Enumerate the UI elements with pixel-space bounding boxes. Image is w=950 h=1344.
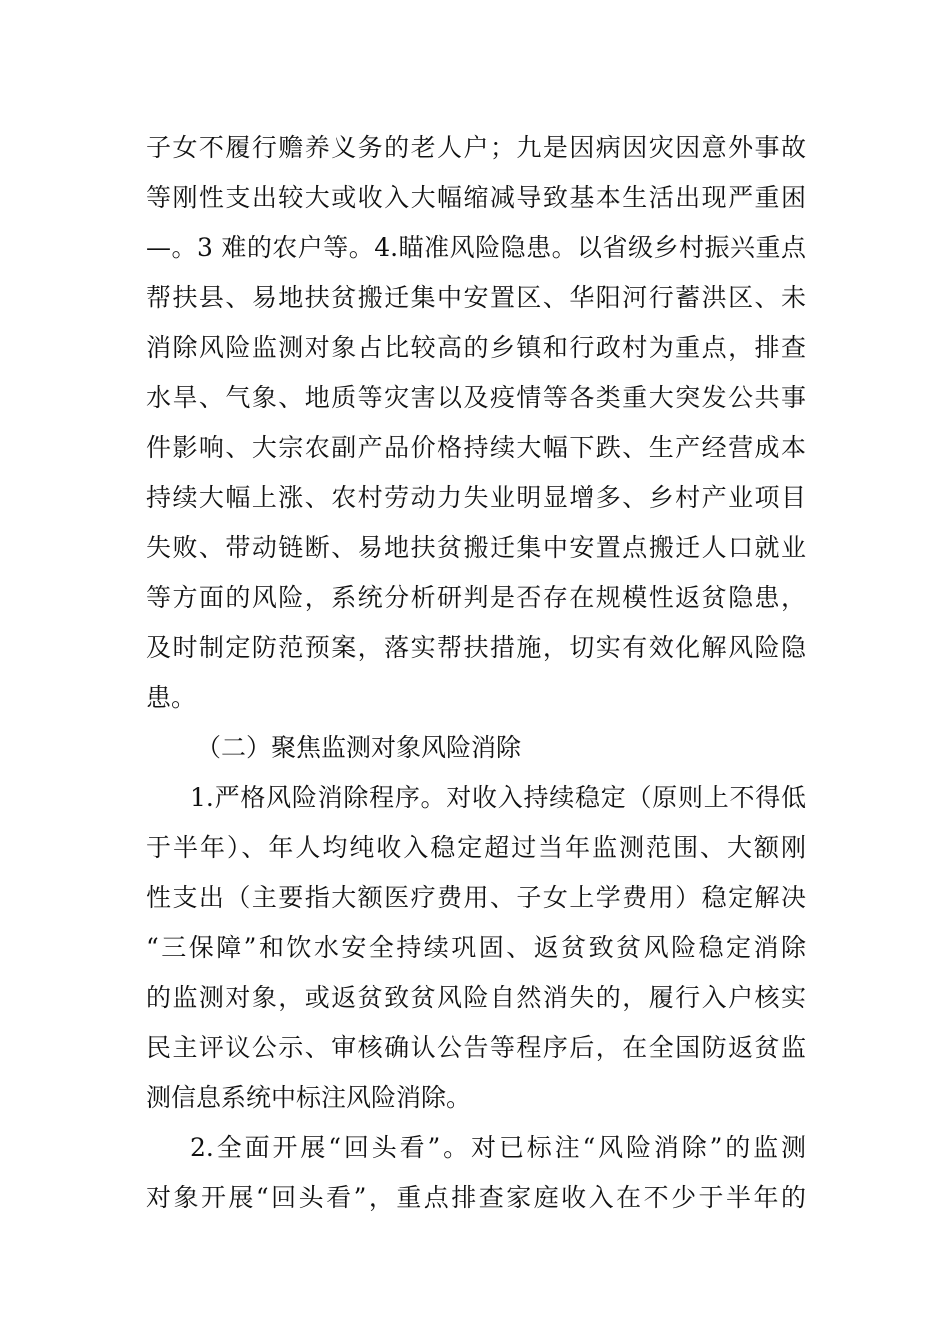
text-line-20: 测信息系统中标注风险消除。 [146,1083,472,1112]
paragraph-1-first-line: 1.严格风险消除程序。对收入持续稳定（原则上不得低 [190,783,806,812]
text-line-5: 消除风险监测对象占比较高的乡镇和行政村为重点，排查 [146,333,806,362]
text-line-11: 及时制定防范预案，落实帮扶措施，切实有效化解风险隐 [146,633,806,662]
text-line-15: 于半年）、年人均纯收入稳定超过当年监测范围、大额刚 [146,833,806,862]
text-line-22: 对象开展“回头看”，重点排查家庭收入在不少于半年的 [146,1183,806,1212]
text-line-4: 帮扶县、易地扶贫搬迁集中安置区、华阳河行蓄洪区、未 [146,283,806,312]
section-heading: （二）聚焦监测对象风险消除 [196,733,522,762]
text-line-9: 失败、带动链断、易地扶贫搬迁集中安置点搬迁人口就业 [146,533,806,562]
text-line-7: 件影响、大宗农副产品价格持续大幅下跌、生产经营成本 [146,433,806,462]
text-line-1: 子女不履行赡养义务的老人户；九是因病因灾因意外事故 [146,133,806,162]
text-line-3: —。3 难的农户等。4.瞄准风险隐患。以省级乡村振兴重点 [146,233,806,262]
paragraph-2-first-line: 2.全面开展“回头看”。对已标注“风险消除”的监测 [190,1133,806,1162]
text-line-6: 水旱、气象、地质等灾害以及疫情等各类重大突发公共事 [146,383,806,412]
text-line-18: 的监测对象，或返贫致贫风险自然消失的，履行入户核实 [146,983,806,1012]
text-line-10: 等方面的风险，系统分析研判是否存在规模性返贫隐患， [146,583,806,612]
text-line-17: “三保障”和饮水安全持续巩固、返贫致贫风险稳定消除 [146,933,806,962]
text-line-19: 民主评议公示、审核确认公告等程序后，在全国防返贫监 [146,1033,806,1062]
text-line-8: 持续大幅上涨、农村劳动力失业明显增多、乡村产业项目 [146,483,806,512]
text-line-12: 患。 [146,683,197,712]
text-line-16: 性支出（主要指大额医疗费用、子女上学费用）稳定解决 [146,883,806,912]
text-line-2: 等刚性支出较大或收入大幅缩减导致基本生活出现严重困 [146,183,806,212]
